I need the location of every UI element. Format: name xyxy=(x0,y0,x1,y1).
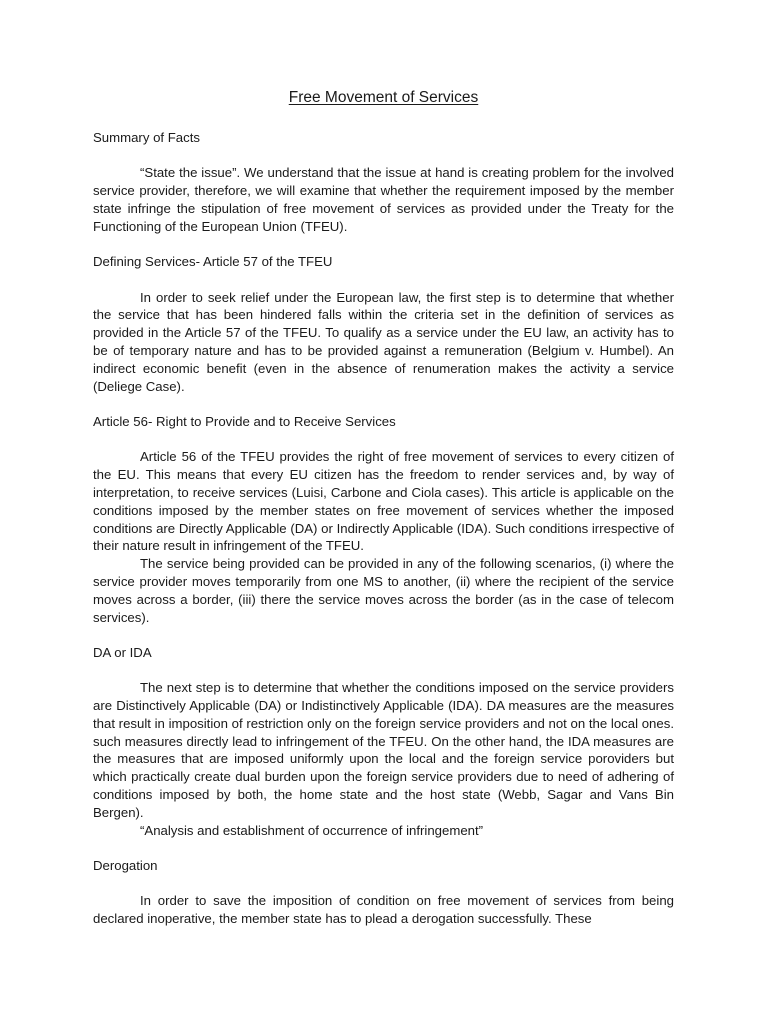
paragraph-da-or-ida: The next step is to determine that whether the conditions imposed on the service providers are Distinctively Applicable (DA) or Indistinctively Applicable (IDA). DA measures are the measures that result in imposition of restriction only on the foreign service providers and not on the local ones. such measures directly lead to infringement of the TFEU. On the other hand, the IDA measures are the measures that are imposed uniformly upon the local and the foreign service poroviders but which practically create dual burden upon the foreign service providers due to need of adhering of conditions imposed by both, the home state and the host state (Webb, Sagar and Vans Bin Bergen). xyxy=(93,680,674,820)
document-page xyxy=(93,88,674,946)
paragraph-article-56-second: The service being provided can be provided in any of the following scenarios, (i) where the service provider moves temporarily from one MS to another, (ii) where the recipient of the service moves across a border, (iii) there the service moves across the border (as in the case of telecom services). xyxy=(93,556,674,625)
paragraph-defining-services: In order to seek relief under the European law, the first step is to determine that whether the service that has been hindered falls within the criteria set in the definition of services as provided in the Article 57 of the TFEU. To qualify as a service under the EU law, an activity has to be of temporary nature and has to be provided against a remuneration (Belgium v. Humbel). An indirect economic benefit (even in the absence of renumeration makes the activity a service (Deliege Case). xyxy=(93,289,674,394)
document-title: Free Movement of Services xyxy=(288,89,479,106)
heading-article-56: Article 56- Right to Provide and to Receive Services xyxy=(93,413,396,429)
quote-analysis-infringement: “Analysis and establishment of occurrence of infringement” xyxy=(140,822,484,838)
paragraph-article-56-first: Article 56 of the TFEU provides the right of free movement of services to every citizen of the EU. This means that every EU citizen has the freedom to render services and, by way of interpretation, to receive services (Luisi, Carbone and Ciola cases). This article is applicable on the conditions imposed by the member states on free movement of services whether the imposed conditions are Directly Applicable (DA) or Indirectly Applicable (IDA). Such conditions irrespective of their nature result in infringement of the TFEU. xyxy=(93,449,674,554)
heading-derogation: Derogation xyxy=(93,858,158,874)
heading-da-or-ida: DA or IDA xyxy=(93,644,152,660)
paragraph-summary: “State the issue”. We understand that the issue at hand is creating problem for the involved service provider, therefore, we will examine that whether the requirement imposed by the member state infringe the stipulation of free movement of services as provided under the Treaty for the Functioning of the European Union (TFEU). xyxy=(93,165,674,234)
heading-summary-of-facts: Summary of Facts xyxy=(93,130,200,145)
heading-defining-services: Defining Services- Article 57 of the TFEU xyxy=(93,254,333,270)
paragraph-derogation: In order to save the imposition of condition on free movement of services from being declared inoperative, the member state has to plead a derogation successfully. These xyxy=(93,893,674,927)
